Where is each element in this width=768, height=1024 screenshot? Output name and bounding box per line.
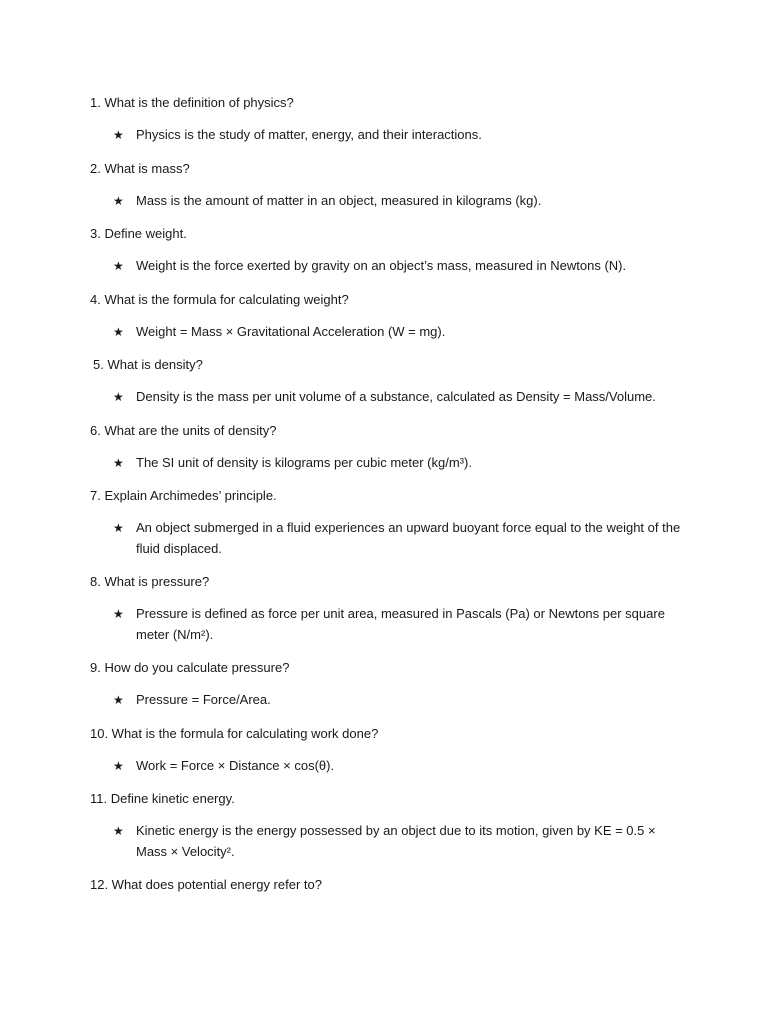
star-icon: ★: [113, 824, 124, 838]
star-icon: ★: [113, 193, 124, 208]
answer-text: Density is the mass per unit volume of a substance, calculated as Density = Mass/Volume.: [136, 389, 656, 404]
question-11: 11. Define kinetic energy.: [90, 791, 235, 806]
answer-text: Work = Force × Distance × cos(θ).: [136, 757, 335, 773]
star-icon: ★: [113, 324, 124, 339]
qa-item: [90, 724, 690, 777]
answer-text: Pressure is defined as force per unit area, measured in Pascals (Pa) or Newtons per square meter (N/m²).: [136, 606, 665, 642]
answer-4: [90, 322, 690, 343]
question-3: 3. Define weight.: [90, 226, 187, 241]
answer-6: [90, 453, 690, 474]
answer-text: Mass is the amount of matter in an object, measured in kilograms (kg).: [136, 192, 542, 208]
question-1: 1. What is the definition of physics?: [90, 95, 294, 110]
star-icon: ★: [113, 259, 124, 273]
qa-item: [90, 355, 690, 408]
answer-5: [90, 387, 690, 408]
star-icon: ★: [113, 758, 124, 773]
question-2: 2. What is mass?: [90, 160, 190, 176]
qa-item: [90, 572, 690, 645]
question-4: 4. What is the formula for calculating weight?: [90, 291, 349, 307]
star-icon: ★: [113, 455, 124, 470]
answer-2: [90, 191, 690, 212]
answer-text: An object submerged in a fluid experiences an upward buoyant force equal to the weight of the fluid displaced.: [136, 520, 681, 556]
question-12: 12. What does potential energy refer to?: [90, 877, 322, 892]
star-icon: ★: [113, 693, 124, 707]
answer-text: The SI unit of density is kilograms per cubic meter (kg/m³).: [136, 454, 472, 470]
question-5: 5. What is density?: [93, 357, 203, 372]
question-8: 8. What is pressure?: [90, 574, 210, 589]
qa-item: [90, 93, 690, 146]
answer-9: [90, 690, 690, 711]
qa-item: [90, 224, 690, 277]
qa-item: [90, 421, 690, 474]
qa-item: [90, 875, 690, 895]
qa-item: [90, 486, 690, 559]
answer-10: [90, 756, 690, 777]
question-7: 7. Explain Archimedes’ principle.: [90, 488, 277, 503]
star-icon: ★: [113, 521, 124, 535]
answer-text: Weight is the force exerted by gravity on an object’s mass, measured in Newtons (N).: [136, 258, 627, 273]
question-6: 6. What are the units of density?: [90, 422, 277, 438]
question-9: 9. How do you calculate pressure?: [90, 660, 290, 675]
qa-item: [90, 159, 690, 212]
answer-3: [90, 256, 690, 277]
star-icon: ★: [113, 607, 124, 621]
question-10: 10. What is the formula for calculating work done?: [90, 725, 379, 741]
answer-11: [90, 821, 690, 862]
star-icon: ★: [113, 390, 124, 404]
qa-item: [90, 658, 690, 711]
answer-1: [90, 125, 690, 146]
qa-item: [90, 789, 690, 862]
answer-text: Physics is the study of matter, energy, and their interactions.: [136, 127, 482, 142]
star-icon: ★: [113, 128, 124, 142]
answer-7: [90, 518, 690, 559]
answer-text: Kinetic energy is the energy possessed by an object due to its motion, given by KE = 0.5 × Mass × Velocity².: [136, 823, 656, 859]
answer-text: Pressure = Force/Area.: [136, 692, 271, 707]
answer-8: [90, 604, 690, 645]
qa-item: [90, 290, 690, 343]
qa-list: [90, 93, 690, 907]
answer-text: Weight = Mass × Gravitational Acceleration (W = mg).: [136, 323, 446, 339]
